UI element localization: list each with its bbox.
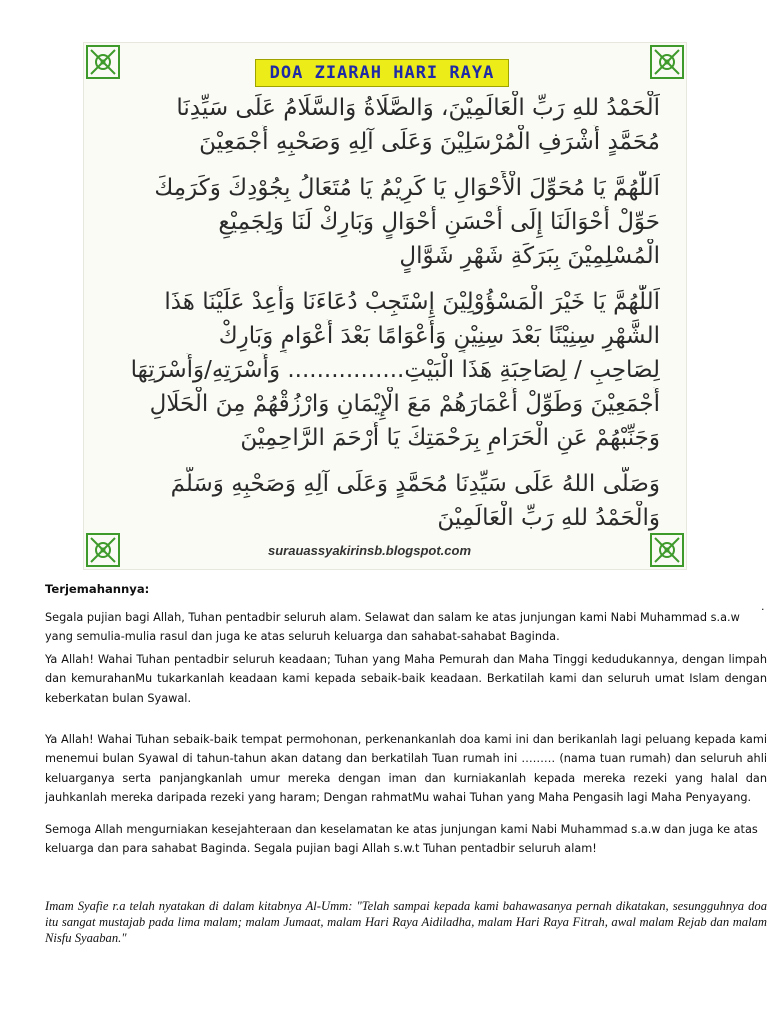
doa-title: DOA ZIARAH HARI RAYA (255, 59, 509, 87)
arabic-line: اَللّٰهُمَّ يَا خَيْرَ الْمَسْؤُوْلِيْنَ إِسْتَجِبْ دُعَاءَنَا وَأَعِدْ عَلَيْنَا هَذَا (164, 289, 660, 315)
arabic-line: وَالْحَمْدُ للهِ رَبِّ الْعَالَمِيْنَ (437, 505, 660, 531)
corner-ornament-icon (86, 533, 120, 567)
translation-paragraph-3: Ya Allah! Wahai Tuhan sebaik-baik tempat permohonan, perkenankanlah doa kami ini dan berikanlah lagi peluang kepada kami menemui bulan Syawal di tahun-tahun akan datang dan berkatilah Tuan rumah ini ……… (nama tuan rumah) dan seluruh ahli keluarganya serta panjangkanlah umur mereka dengan iman dan kurniakanlah kepada mereka rezeki yang halal dan jauhkanlah mereka daripada rezeki yang haram; Dengan rahmatMu wahai Tuhan yang Maha Pengasih lagi Maha Penyayang. (45, 733, 767, 805)
translation-paragraph-2: Ya Allah! Wahai Tuhan pentadbir seluruh keadaan; Tuhan yang Maha Pemurah dan Maha Tinggi kedudukannya, dengan limpah dan kemurahanMu tukarkanlah keadaan kami kepada sebaik-baik keadaan. Berkatilah kami dan seluruh umat Islam dengan keberkatan bulan Syawal. (45, 653, 767, 705)
arabic-line: لِصَاحِبِ / لِصَاحِبَةِ هَذَا الْبَيْتِ................ وَأُسْرَتِهِ/وَأُسْرَتِهَا (130, 357, 660, 383)
arabic-line: اَللّٰهُمَّ يَا مُحَوِّلَ الْأَحْوَالِ يَا كَرِيْمُ يَا مُتَعَالُ بِجُوْدِكَ وَكَرَمِكَ (154, 175, 660, 201)
translation-heading: Terjemahannya: (45, 582, 150, 596)
arabic-line: وَجَنِّبْهُمْ عَنِ الْحَرَامِ بِرَحْمَتِكَ يَا أَرْحَمَ الرَّاحِمِيْنَ (240, 425, 660, 451)
arabic-line: الْمُسْلِمِيْنَ بِبَرَكَةِ شَهْرِ شَوَّالٍ (399, 243, 660, 269)
arabic-line: حَوِّلْ أَحْوَالَنَا إِلَى أَحْسَنِ أَحْوَالٍ وَبَارِكْ لَنَا وَلِجَمِيْعِ (218, 209, 660, 235)
arabic-line: وَصَلَّى اللهُ عَلَى سَيِّدِنَا مُحَمَّدٍ وَعَلَى آلِهِ وَصَحْبِهِ وَسَلَّمَ (170, 471, 660, 497)
arabic-line: مُحَمَّدٍ أَشْرَفِ الْمُرْسَلِيْنَ وَعَلَى آلِهِ وَصَحْبِهِ أَجْمَعِيْنَ (199, 129, 660, 155)
arabic-line: اَلْحَمْدُ للهِ رَبِّ الْعَالَمِيْنَ، وَالصَّلَاةُ وَالسَّلَامُ عَلَى سَيِّدِنَا (176, 95, 660, 121)
translation-paragraph-1: Segala pujian bagi Allah, Tuhan pentadbir seluruh alam. Selawat dan salam ke atas junjungan kami Nabi Muhammad s.a.w yang semulia-mulia rasul dan juga ke atas seluruh keluarga dan sahabat-sahabat Baginda. (45, 611, 740, 644)
doa-image (83, 42, 687, 570)
corner-ornament-icon (86, 45, 120, 79)
arabic-line: الشَّهْرِ سِنِيْنًا بَعْدَ سِنِيْنٍ وَأَعْوَامًا بَعْدَ أَعْوَامٍ وَبَارِكْ (218, 323, 660, 349)
corner-ornament-icon (650, 45, 684, 79)
stray-dot: . (761, 600, 765, 613)
imam-syafie-quote: Imam Syafie r.a telah nyatakan di dalam kitabnya Al-Umm: "Telah sampai kepada kami bahawasanya pernah dikatakan, sesungguhnya doa itu sangat mustajab pada lima malam; malam Jumaat, malam Hari Raya Aidiladha, malam Hari Raya Fitrah, awal malam Rejab dan malam Nisfu Syaaban." (45, 899, 767, 946)
translation-paragraph-4: Semoga Allah mengurniakan kesejahteraan dan keselamatan ke atas junjungan kami Nabi Muhammad s.a.w dan juga ke atas keluarga dan para sahabat Baginda. Segala pujian bagi Allah s.w.t Tuhan pentadbir seluruh alam! (45, 823, 758, 856)
arabic-line: أَجْمَعِيْنَ وَطَوِّلْ أَعْمَارَهُمْ مَعَ الْإِيْمَانِ وَارْزُقْهُمْ مِنَ الْحَلَالِ (149, 391, 660, 417)
corner-ornament-icon (650, 533, 684, 567)
arabic-text (120, 91, 660, 535)
blog-watermark: surauassyakirinsb.blogspot.com (268, 543, 472, 558)
